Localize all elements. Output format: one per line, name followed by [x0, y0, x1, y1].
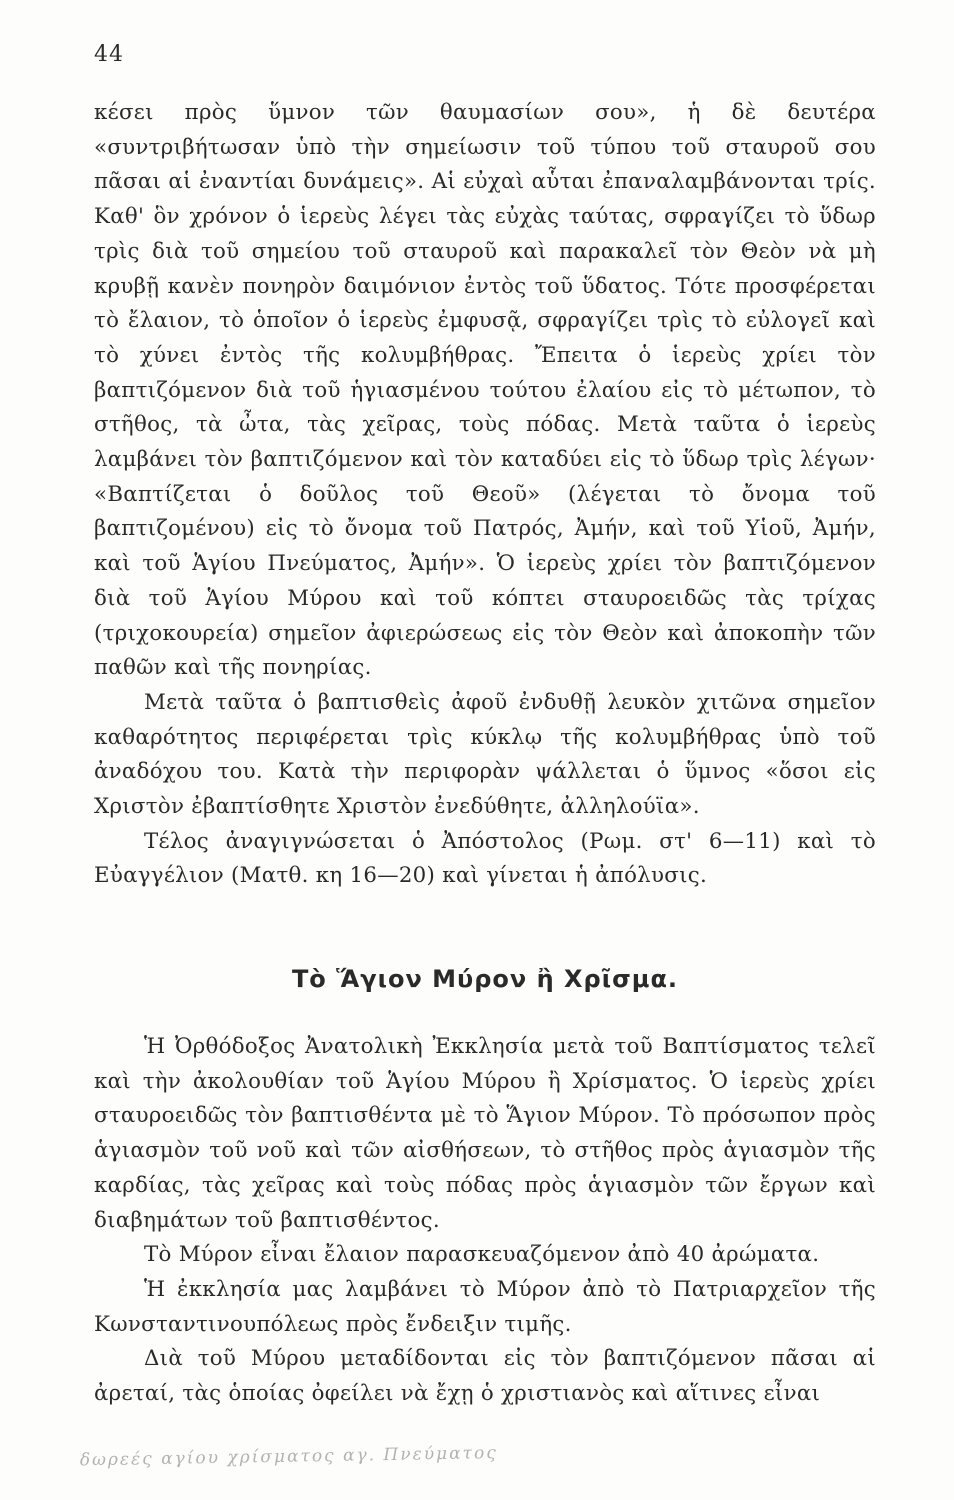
body-text-bottom — [94, 1030, 876, 1412]
paragraph: Διὰ τοῦ Μύρου μεταδίδονται εἰς τὸν βαπτιζόμενον πᾶσαι αἱ ἀρεταί, τὰς ὁποίας ὀφείλει νὰ ἔχῃ ὁ χριστιανὸς καὶ αἵτινες εἶναι — [94, 1346, 876, 1407]
handwritten-note: δωρεές αγίου χρίσματος αγ. Πνεύματος — [79, 1443, 498, 1471]
paragraph: Ἡ Ὀρθόδοξος Ἀνατολικὴ Ἐκκλησία μετὰ τοῦ Βαπτίσματος τελεῖ καὶ τὴν ἀκολουθίαν τοῦ Ἁγίου Μύρου ἢ Χρίσματος. Ὁ ἱερεὺς χρίει σταυροειδῶς τὸν βαπτισθέντα μὲ τὸ Ἅγιον Μύρον. Τὸ πρόσωπον πρὸς ἁγιασμὸν τοῦ νοῦ καὶ τῶν αἰσθήσεων, τὸ στῆθος πρὸς ἁγιασμὸν τῆς καρδίας, τὰς χεῖρας καὶ τοὺς πόδας πρὸς ἁγιασμὸν τῶν ἔργων καὶ διαβημάτων τοῦ βαπτισθέντος. — [94, 1034, 876, 1233]
section-heading: Τὸ Ἅγιον Μύρον ἢ Χρῖσμα. — [291, 965, 679, 993]
paragraph: Ἡ ἐκκλησία μας λαμβάνει τὸ Μύρον ἀπὸ τὸ Πατριαρχεῖον τῆς Κωνσταντινουπόλεως πρὸς ἔνδειξιν τιμῆς. — [94, 1276, 876, 1337]
paragraph: Μετὰ ταῦτα ὁ βαπτισθεὶς ἀφοῦ ἐνδυθῇ λευκὸν χιτῶνα σημεῖον καθαρότητος περιφέρεται τρὶς κύκλῳ τῆς κολυμβήθρας ὑπὸ τοῦ ἀναδόχου του. Κατὰ τὴν περιφορὰν ψάλλεται ὁ ὕμνος «ὅσοι εἰς Χριστὸν ἐβαπτίσθητε Χριστὸν ἐνεδύθητε, ἀλληλούϊα». — [94, 689, 876, 820]
body-text-top — [94, 96, 876, 894]
paragraph-continued: κέσει πρὸς ὕμνον τῶν θαυμασίων σου», ἡ δὲ δευτέρα «συντριβήτωσαν ὑπὸ τὴν σημείωσιν τοῦ τύπου τοῦ σταυροῦ σου πᾶσαι αἱ ἐναντίαι δυνάμεις». Αἱ εὐχαὶ αὗται ἐπαναλαμβάνονται τρίς. Καθ' ὃν χρόνον ὁ ἱερεὺς λέγει τὰς εὐχὰς ταύτας, σφραγίζει τὸ ὕδωρ τρὶς διὰ τοῦ σημείου τοῦ σταυροῦ καὶ παρακαλεῖ τὸν Θεὸν νὰ μὴ κρυβῇ κανὲν πονηρὸν δαιμόνιον ἐντὸς τοῦ ὕδατος. Τότε προσφέρεται τὸ ἔλαιον, τὸ ὁποῖον ὁ ἱερεὺς ἐμφυσᾷ, σφραγίζει τρὶς τὸ εὐλογεῖ καὶ τὸ χύνει ἐντὸς τῆς κολυμβήθρας. Ἔπειτα ὁ ἱερεὺς χρίει τὸν βαπτιζόμενον διὰ τοῦ ἡγιασμένου τούτου ἐλαίου εἰς τὸ μέτωπον, τὸ στῆθος, τὰ ὦτα, τὰς χεῖρας, τοὺς πόδας. Μετὰ ταῦτα ὁ ἱερεὺς λαμβάνει τὸν βαπτιζόμενον καὶ τὸν καταδύει εἰς τὸ ὕδωρ τρὶς λέγων· «Βαπτίζεται ὁ δοῦλος τοῦ Θεοῦ» (λέγεται τὸ ὄνομα τοῦ βαπτιζομένου) εἰς τὸ ὄνομα τοῦ Πατρός, Ἀμήν, καὶ τοῦ Υἱοῦ, Ἀμήν, καὶ τοῦ Ἁγίου Πνεύματος, Ἀμήν». Ὁ ἱερεὺς χρίει τὸν βαπτιζόμενον διὰ τοῦ Ἁγίου Μύρου καὶ τοῦ κόπτει σταυροειδῶς τὰς τρίχας (τριχοκουρεία) σημεῖον ἀφιερώσεως εἰς τὸν Θεὸν καὶ ἀποκοπὴν τῶν παθῶν καὶ τῆς πονηρίας. — [94, 100, 876, 681]
paragraph: Τὸ Μύρον εἶναι ἔλαιον παρασκευαζόμενον ἀπὸ 40 ἀρώματα. — [144, 1242, 820, 1268]
paragraph: Τέλος ἀναγιγνώσεται ὁ Ἀπόστολος (Ρωμ. στ' 6—11) καὶ τὸ Εὐαγγέλιον (Ματθ. κη 16—20) καὶ γίνεται ἡ ἀπόλυσις. — [94, 828, 876, 889]
page-number: 44 — [94, 42, 124, 67]
